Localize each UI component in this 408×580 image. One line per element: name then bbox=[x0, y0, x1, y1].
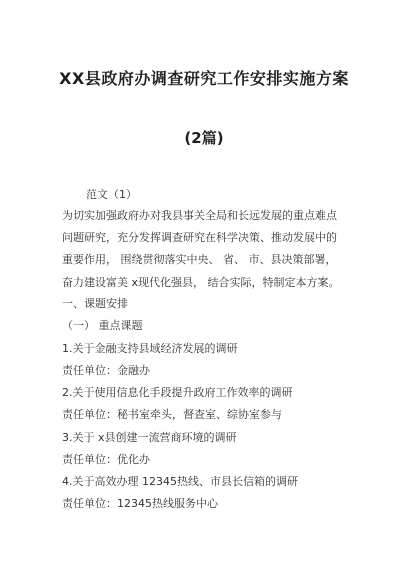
body-paragraph-line: 重要作用， 围绕贯彻落实中央、 省、 市、县决策部署， bbox=[62, 253, 337, 266]
section-label-sample-1: 范文（1） bbox=[86, 188, 137, 201]
body-paragraph-line: 问题研究，充分发挥调查研究在科学决策、推动发展中的 bbox=[62, 231, 337, 244]
document-title: XX县政府办调查研究工作安排实施方案 bbox=[59, 69, 349, 88]
responsible-unit: 责任单位：优化办 bbox=[62, 453, 150, 466]
subsection-heading: （一） 重点课题 bbox=[62, 319, 143, 332]
topic-item: 1.关于金融支持县域经济发展的调研 bbox=[62, 342, 238, 355]
topic-item: 2.关于使用信息化手段提升政府工作效率的调研 bbox=[62, 386, 293, 399]
body-paragraph-line: 为切实加强政府办对我县事关全局和长远发展的重点难点 bbox=[62, 209, 337, 222]
section-heading: 一、课题安排 bbox=[62, 297, 128, 310]
topic-item: 3.关于 x县创建一流营商环境的调研 bbox=[62, 431, 237, 444]
responsible-unit: 责任单位：12345热线服务中心 bbox=[62, 497, 218, 510]
responsible-unit: 责任单位：金融办 bbox=[62, 364, 150, 377]
body-paragraph-line: 奋力建设富美 x现代化强县， 结合实际，特制定本方案。 bbox=[62, 276, 340, 289]
document-subtitle: (2篇) bbox=[184, 129, 224, 147]
responsible-unit: 责任单位：秘书室牵头，督查室、综协室参与 bbox=[62, 408, 282, 421]
topic-item: 4.关于高效办理 12345热线、市县长信箱的调研 bbox=[62, 475, 298, 488]
